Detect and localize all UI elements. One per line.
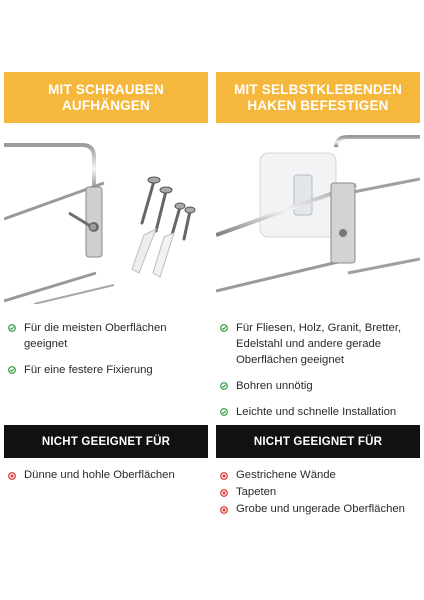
feature-text: Für Fliesen, Holz, Granit, Bretter, Edelstahl und andere gerade Oberflächen geeignet [236, 322, 402, 366]
adhesive-header-title: MIT SELBSTKLEBENDEN HAKEN BEFESTIGEN [233, 81, 403, 113]
check-circle-icon [218, 408, 230, 416]
check-circle-icon [218, 324, 230, 332]
not-suitable-title: NICHT GEEIGNET FÜR [253, 435, 383, 448]
not-suitable-title: NICHT GEEIGNET FÜR [41, 435, 171, 448]
not-suitable-text: Gestrichene Wände [236, 469, 336, 481]
check-circle-icon [6, 366, 18, 374]
list-item [218, 378, 422, 394]
list-item [218, 485, 422, 500]
list-item [6, 362, 210, 378]
feature-text: Bohren unnötig [236, 380, 313, 392]
screws-product-photo [4, 123, 208, 304]
cross-circle-icon [218, 506, 230, 514]
adhesive-not-suitable-bar [216, 425, 420, 458]
feature-text: Für eine festere Fixierung [24, 364, 153, 376]
list-item [218, 468, 422, 483]
screws-features-list [6, 320, 210, 388]
screws-column [4, 0, 208, 600]
list-item [218, 502, 422, 517]
cross-circle-icon [218, 489, 230, 497]
adhesive-features-list [218, 320, 422, 430]
list-item [6, 320, 210, 352]
check-circle-icon [6, 324, 18, 332]
list-item [218, 404, 422, 420]
not-suitable-text: Dünne und hohle Oberflächen [24, 469, 175, 481]
adhesive-product-photo [216, 123, 420, 304]
screws-header-title: MIT SCHRAUBEN AUFHÄNGEN [48, 81, 164, 113]
adhesive-not-suitable-list [218, 468, 422, 519]
list-item [218, 320, 422, 368]
screws-header [4, 72, 208, 123]
check-circle-icon [218, 382, 230, 390]
feature-text: Leichte und schnelle Installation [236, 406, 397, 418]
not-suitable-text: Tapeten [236, 486, 277, 498]
cross-circle-icon [218, 472, 230, 480]
adhesive-column [216, 0, 420, 600]
list-item [6, 468, 210, 483]
screws-not-suitable-list [6, 468, 210, 485]
screws-not-suitable-bar [4, 425, 208, 458]
cross-circle-icon [6, 472, 18, 480]
not-suitable-text: Grobe und ungerade Oberflächen [236, 503, 405, 515]
adhesive-header [216, 72, 420, 123]
feature-text: Für die meisten Oberflächen geeignet [24, 322, 167, 350]
